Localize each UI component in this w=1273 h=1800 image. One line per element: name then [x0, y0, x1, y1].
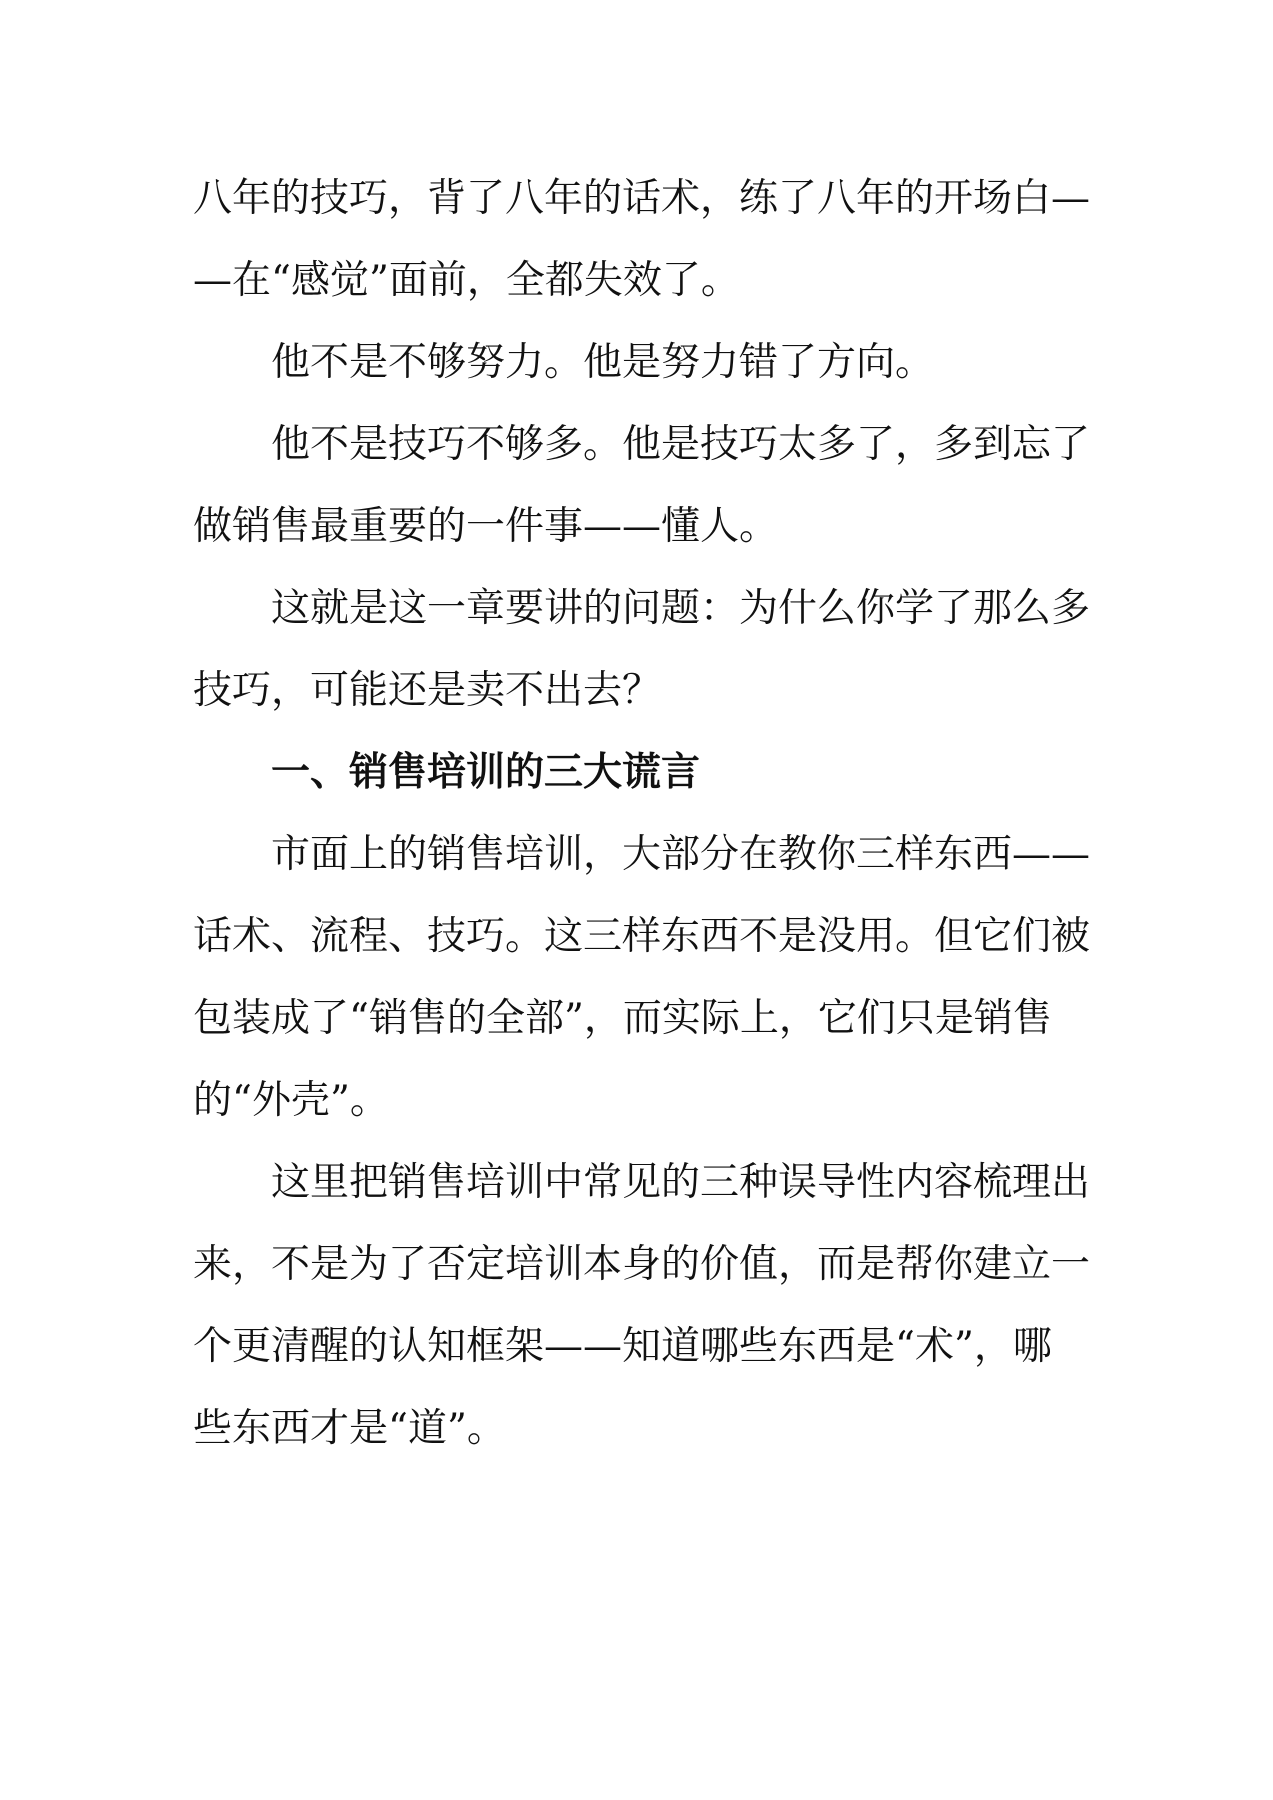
text-line: 市面上的销售培训，大部分在教你三样东西—— [271, 832, 1091, 877]
text-line: 他不是不够努力。他是努力错了方向。 [271, 340, 935, 385]
text-line: 技巧，可能还是卖不出去？ [193, 668, 662, 713]
text-line: 包装成了“销售的全部”，而实际上，它们只是销售 [193, 996, 1052, 1041]
text-line: 来，不是为了否定培训本身的价值，而是帮你建立一 [193, 1242, 1091, 1287]
text-line: 做销售最重要的一件事——懂人。 [193, 504, 779, 549]
section-heading [193, 732, 1083, 814]
paragraph [193, 1142, 1091, 1470]
text-line: 这就是这一章要讲的问题：为什么你学了那么多 [271, 586, 1091, 631]
text-line: 八年的技巧，背了八年的话术，练了八年的开场白— [193, 176, 1091, 221]
text-line: 他不是技巧不够多。他是技巧太多了，多到忘了 [271, 422, 1091, 467]
text-line: 个更清醒的认知框架——知道哪些东西是“术”，哪 [193, 1324, 1052, 1369]
paragraph-continuation [193, 158, 1091, 322]
text-line: 话术、流程、技巧。这三样东西不是没用。但它们被 [193, 914, 1091, 959]
paragraph [193, 568, 1091, 732]
paragraph [193, 814, 1091, 1142]
text-line: 这里把销售培训中常见的三种误导性内容梳理出 [271, 1160, 1091, 1205]
text-line: —在“感觉”面前，全都失效了。 [193, 258, 740, 303]
text-line: 些东西才是“道”。 [193, 1406, 506, 1451]
text-line: 的“外壳”。 [193, 1078, 389, 1123]
heading-text: 一、销售培训的三大谎言 [271, 750, 701, 795]
paragraph [193, 404, 1091, 568]
document-body [193, 158, 1091, 1470]
paragraph [193, 322, 1083, 404]
